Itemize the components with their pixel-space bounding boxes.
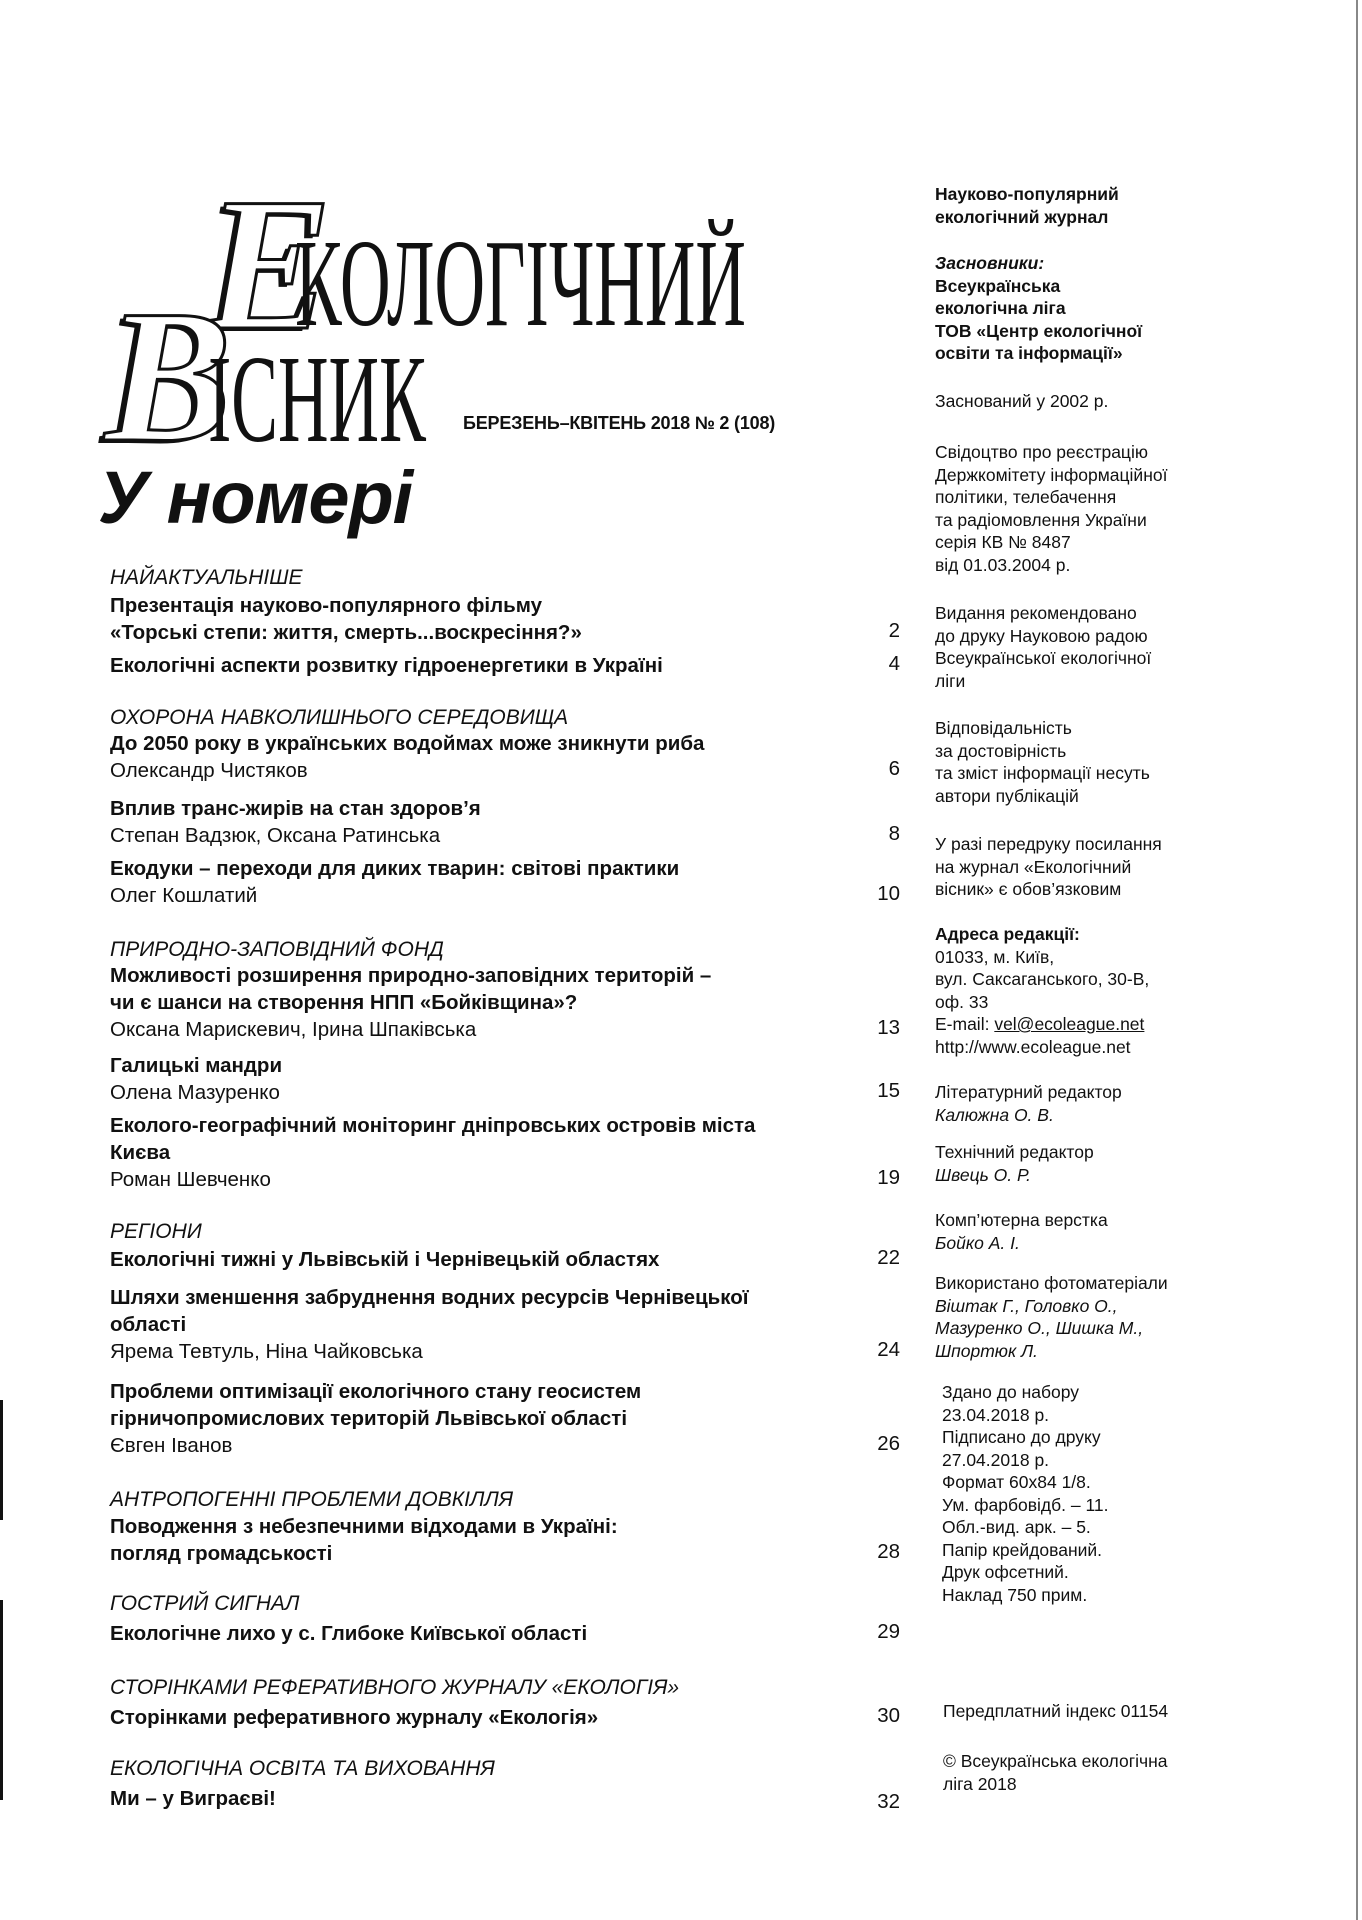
founded <box>935 390 1255 413</box>
text-line: Обл.-вид. арк. – 5. <box>942 1517 1091 1537</box>
toc-section-heading: ОХОРОНА НАВКОЛИШНЬОГО СЕРЕДОВИЩА <box>110 706 569 729</box>
text-line: Всеукраїнської екологічної <box>935 648 1152 668</box>
literary-editor-label: Літературний редактор <box>935 1082 1122 1102</box>
toc-page-number: 26 <box>877 1432 900 1455</box>
email-row <box>935 1013 1255 1036</box>
text-line: Свідоцтво про реєстрацію <box>935 442 1148 462</box>
founder-line: екологічна ліга <box>935 298 1066 318</box>
print-info <box>942 1381 1262 1606</box>
journal-type <box>935 183 1255 228</box>
toc-item[interactable] <box>110 855 870 909</box>
scan-edge-mark <box>1356 0 1358 1920</box>
toc-item-title: До 2050 року в українських водоймах може зникнути риба <box>110 732 705 755</box>
toc-section-heading: АНТРОПОГЕННІ ПРОБЛЕМИ ДОВКІЛЛЯ <box>110 1488 514 1511</box>
toc-item-title: області <box>110 1313 187 1336</box>
certificate <box>935 441 1255 576</box>
responsibility <box>935 717 1255 807</box>
toc-page-number: 8 <box>888 822 900 845</box>
text-line: 23.04.2018 р. <box>942 1404 1050 1425</box>
toc-item-author: Олександр Чистяков <box>110 759 308 782</box>
toc-item[interactable] <box>110 1378 870 1459</box>
toc-item[interactable] <box>110 730 870 784</box>
subscription-index <box>943 1700 1263 1723</box>
toc-item-title: Можливості розширення природно-заповідних територій – <box>110 964 712 987</box>
text-line: ліги <box>935 670 966 691</box>
toc-item[interactable] <box>110 1246 870 1273</box>
toc-item-title: Еколого-географічний моніторинг дніпровських островів міста <box>110 1114 756 1137</box>
text-line: Папір крейдований. <box>942 1539 1103 1560</box>
literary-editor-name: Калюжна О. В. <box>935 1104 1054 1125</box>
reprint-notice <box>935 833 1255 901</box>
toc-page-number: 29 <box>877 1620 900 1643</box>
toc-page-number: 22 <box>877 1246 900 1269</box>
layout-credit <box>935 1209 1255 1254</box>
text-line: та радіомовлення України <box>935 509 1147 530</box>
photos-line: Віштак Г., Головко О., <box>935 1295 1118 1316</box>
toc-item[interactable] <box>110 592 870 646</box>
text-line: автори публікацій <box>935 785 1079 806</box>
toc-section-heading: НАЙАКТУАЛЬНІШЕ <box>110 566 303 589</box>
toc-item-title: Проблеми оптимізації екологічного стану геосистем <box>110 1380 642 1403</box>
toc-item-author: Оксана Марискевич, Ірина Шпаківська <box>110 1018 477 1041</box>
subscription-text: Передплатний індекс 01154 <box>943 1701 1169 1721</box>
toc-item-author: Роман Шевченко <box>110 1168 271 1191</box>
text-line: У разі передруку посилання <box>935 834 1162 854</box>
toc-page-number: 10 <box>877 882 900 905</box>
text-line: Наклад 750 прим. <box>942 1584 1088 1605</box>
toc-item[interactable] <box>110 1112 870 1193</box>
founders-label: Засновники: <box>935 253 1045 273</box>
toc-item-title: Екологічні тижні у Львівській і Чернівецькій областях <box>110 1248 660 1271</box>
photos-label: Використано фотоматеріали <box>935 1273 1168 1293</box>
founder-line: Всеукраїнська <box>935 275 1061 296</box>
toc-page-number: 4 <box>888 652 900 675</box>
toc-item-title: Екологічні аспекти розвитку гідроенергетики в Україні <box>110 654 663 677</box>
toc-item-title: Ми – у Виграєві! <box>110 1787 276 1810</box>
toc-item[interactable] <box>110 1620 870 1647</box>
toc-page-number: 32 <box>877 1790 900 1813</box>
text-line: Здано до набору <box>942 1382 1080 1402</box>
toc-section-heading: ЕКОЛОГІЧНА ОСВІТА ТА ВИХОВАННЯ <box>110 1757 495 1780</box>
founder-line: ТОВ «Центр екологічної <box>935 320 1143 341</box>
toc-page-number: 28 <box>877 1540 900 1563</box>
logo-word-1: КОЛОГІЧНИЙ <box>295 215 746 353</box>
text-line: ліга 2018 <box>943 1773 1017 1794</box>
text-line: вісник» є обов’язковим <box>935 879 1122 899</box>
address-line: вул. Саксаганського, 30-В, <box>935 969 1150 989</box>
issue-info: БЕРЕЗЕНЬ–КВІТЕНЬ 2018 № 2 (108) <box>463 413 776 433</box>
toc-item[interactable] <box>110 1513 870 1567</box>
toc-item[interactable] <box>110 652 870 679</box>
toc-section-heading: ПРИРОДНО-ЗАПОВІДНИЙ ФОНД <box>110 938 444 961</box>
journal-type-line: Науково-популярний <box>935 184 1119 204</box>
text-line: за достовірність <box>935 740 1067 761</box>
toc-item-title: Поводження з небезпечними відходами в Україні: <box>110 1515 618 1538</box>
text-line: Видання рекомендовано <box>935 603 1137 623</box>
text-line: політики, телебачення <box>935 487 1117 507</box>
logo-initial-e: Е <box>205 160 332 370</box>
website-link[interactable]: http://www.ecoleague.net <box>935 1036 1131 1057</box>
toc-item[interactable] <box>110 1052 870 1106</box>
toc-section-heading: СТОРІНКАМИ РЕФЕРАТИВНОГО ЖУРНАЛУ «ЕКОЛОГІЯ» <box>110 1676 680 1699</box>
toc-item[interactable] <box>110 1785 870 1812</box>
text-line: Друк офсетний. <box>942 1562 1069 1582</box>
text-line: © Всеукраїнська екологічна <box>943 1751 1168 1771</box>
address-line: 01033, м. Київ, <box>935 946 1055 967</box>
text-line: 27.04.2018 р. <box>942 1449 1050 1470</box>
recommended <box>935 602 1255 692</box>
text-line: та зміст інформації несуть <box>935 763 1150 783</box>
toc-item-author: Степан Вадзюк, Оксана Ратинська <box>110 824 441 847</box>
photos-line: Мазуренко О., Шишка М., <box>935 1318 1144 1338</box>
journal-type-line: екологічний журнал <box>935 206 1109 227</box>
toc-item-title: «Торські степи: життя, смерть...воскресіння?» <box>110 621 582 644</box>
toc-section-heading: ГОСТРИЙ СИГНАЛ <box>110 1592 300 1615</box>
toc-item[interactable] <box>110 962 870 1043</box>
founders <box>935 252 1255 365</box>
copyright <box>943 1750 1263 1795</box>
founded-text: Заснований у 2002 р. <box>935 391 1109 411</box>
toc-item-author: Олена Мазуренко <box>110 1081 280 1104</box>
technical-editor <box>935 1141 1255 1186</box>
text-line: від 01.03.2004 р. <box>935 554 1071 575</box>
technical-editor-name: Швець О. Р. <box>935 1164 1031 1185</box>
text-line: Ум. фарбовідб. – 11. <box>942 1494 1109 1515</box>
text-line: Держкомітету інформаційної <box>935 464 1168 485</box>
toc-item-title: гірничопромислових територій Львівської області <box>110 1407 628 1430</box>
technical-editor-label: Технічний редактор <box>935 1142 1094 1162</box>
toc-item-author: Олег Кошлатий <box>110 884 258 907</box>
toc-item-title: Екологічне лихо у с. Глибоке Київської області <box>110 1622 588 1645</box>
toc-item[interactable] <box>110 1284 870 1365</box>
scan-edge-mark <box>0 1400 3 1520</box>
toc-item-title: Вплив транс-жирів на стан здоров’я <box>110 797 481 820</box>
toc-item-title: чи є шанси на створення НПП «Бойківщина»? <box>110 991 578 1014</box>
text-line: Формат 60x84 1/8. <box>942 1472 1091 1492</box>
layout-name: Бойко А. І. <box>935 1232 1020 1253</box>
toc-page-number: 6 <box>888 757 900 780</box>
toc-page-number: 24 <box>877 1338 900 1361</box>
toc-item-title: Києва <box>110 1141 171 1164</box>
toc-page-number: 19 <box>877 1166 900 1189</box>
photo-credits <box>935 1272 1255 1362</box>
text-line: серія КВ № 8487 <box>935 532 1071 552</box>
literary-editor <box>935 1081 1255 1126</box>
address <box>935 923 1255 1058</box>
logo-initial-v: В <box>105 272 232 482</box>
text-line: на журнал «Екологічний <box>935 856 1132 877</box>
address-label: Адреса редакції: <box>935 924 1080 944</box>
toc-page-number: 2 <box>888 619 900 642</box>
toc-item[interactable] <box>110 795 870 849</box>
layout-label: Комп’ютерна верстка <box>935 1210 1108 1230</box>
logo-word-2: ІСНИК <box>208 331 426 469</box>
text-line: до друку Науковою радою <box>935 625 1148 646</box>
email-link[interactable]: vel@ecoleague.net <box>994 1014 1145 1034</box>
toc-item-title: погляд громадськості <box>110 1542 333 1565</box>
toc-page-number: 30 <box>877 1704 900 1727</box>
scan-edge-mark <box>0 1600 3 1800</box>
text-line: Підписано до друку <box>942 1427 1101 1447</box>
toc-item-author: Ярема Тевтуль, Ніна Чайковська <box>110 1340 423 1363</box>
toc-item-title: Презентація науково-популярного фільму <box>110 594 543 617</box>
toc-item-title: Сторінками реферативного журналу «Екологія» <box>110 1706 599 1729</box>
toc-item-title: Шляхи зменшення забруднення водних ресурсів Чернівецької <box>110 1286 749 1309</box>
address-line: оф. 33 <box>935 991 989 1012</box>
photos-line: Шпортюк Л. <box>935 1340 1038 1361</box>
founder-line: освіти та інформації» <box>935 343 1123 363</box>
toc-item-title: Галицькі мандри <box>110 1054 283 1077</box>
toc-section-heading: РЕГІОНИ <box>110 1220 202 1243</box>
email-label: E-mail: <box>935 1014 995 1034</box>
toc-title: У номері <box>98 456 413 539</box>
toc-page-number: 13 <box>877 1016 900 1039</box>
text-line: Відповідальність <box>935 718 1072 738</box>
toc-item-author: Євген Іванов <box>110 1434 233 1457</box>
toc-item[interactable] <box>110 1704 870 1731</box>
toc-item-title: Екодуки – переходи для диких тварин: світові практики <box>110 857 680 880</box>
toc-page-number: 15 <box>877 1079 900 1102</box>
